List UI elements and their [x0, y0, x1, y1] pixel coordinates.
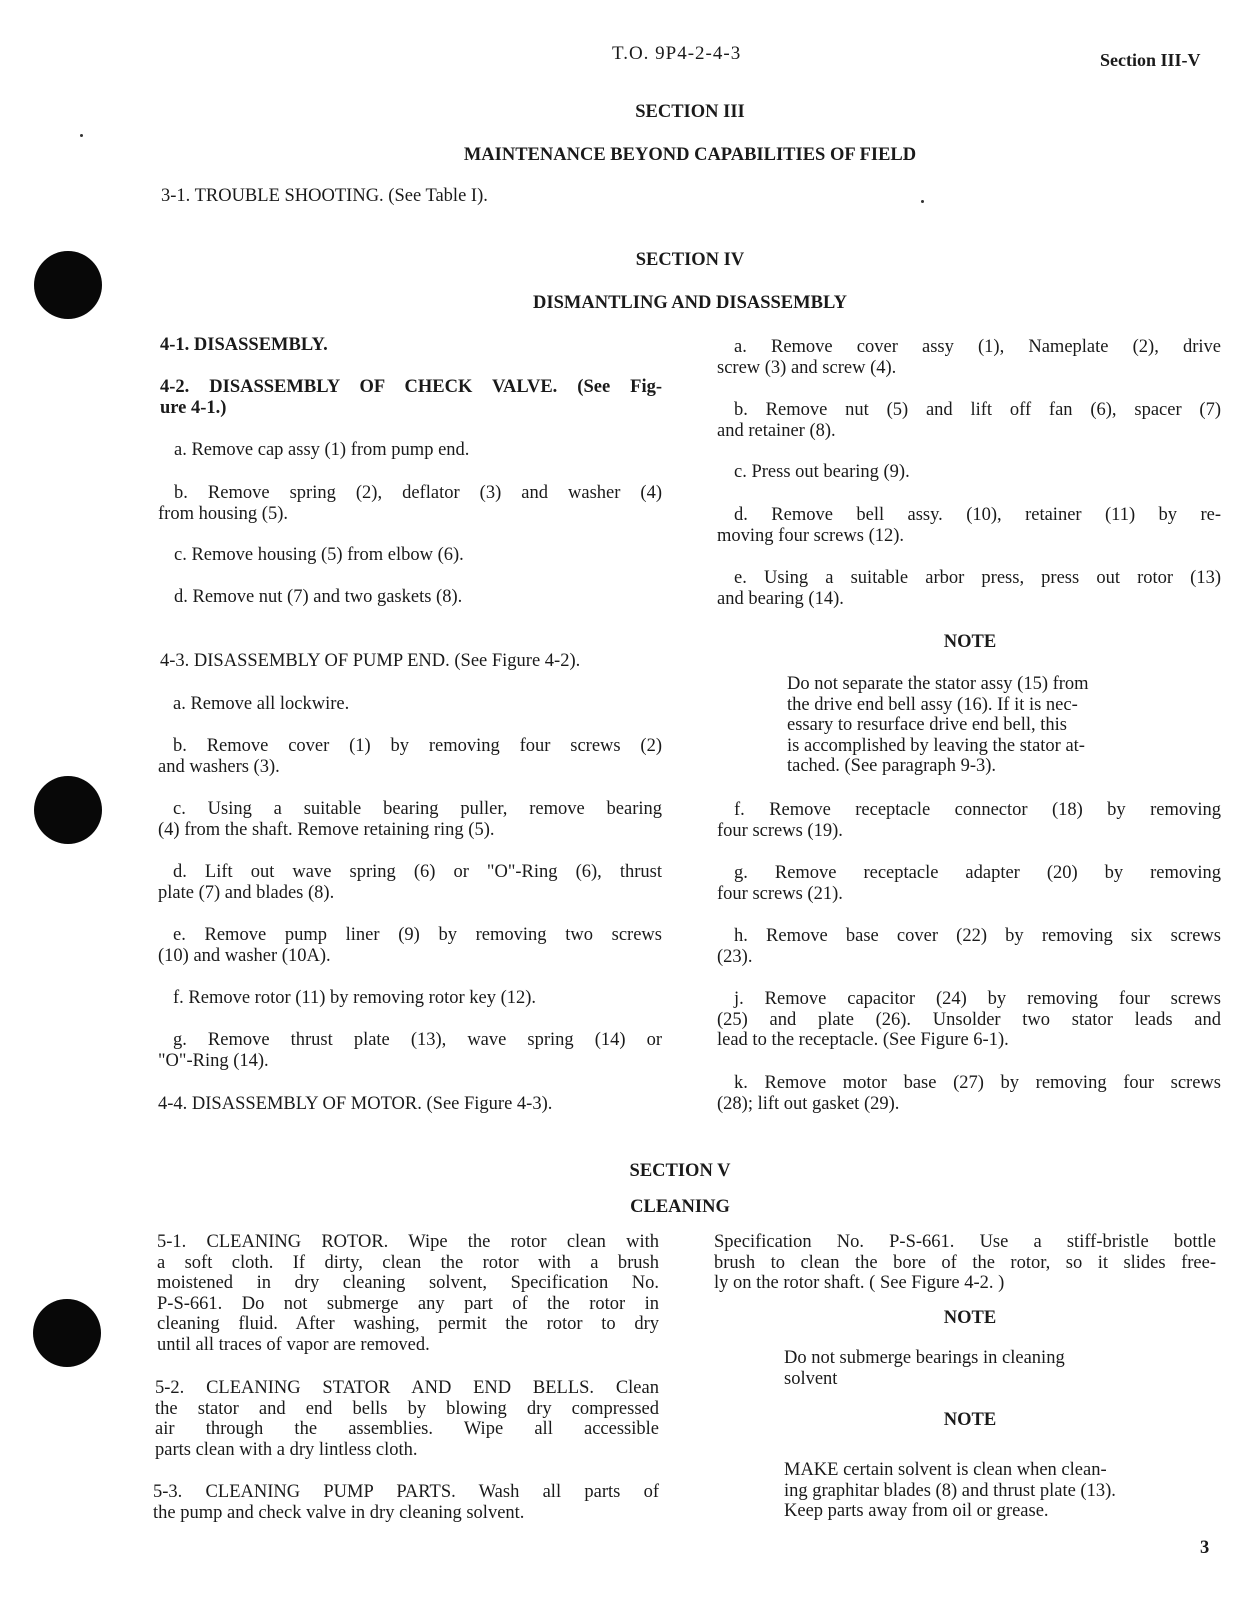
step-4-3-b: b. Remove cover (1) by removing four screws (2) and washers (3).	[158, 736, 662, 777]
note-2-title: NOTE	[943, 1410, 997, 1430]
step-4-4-d: d. Remove bell assy. (10), retainer (11) by re- moving four screws (12).	[717, 505, 1221, 546]
step-4-4-j: j. Remove capacitor (24) by removing four screws (25) and plate (26). Unsolder two stator leads and lead to the receptacle. (See Figure 6-1).	[717, 989, 1221, 1050]
paragraph-3-1: 3-1. TROUBLE SHOOTING. (See Table I).	[161, 186, 488, 206]
step-4-3-f: f. Remove rotor (11) by removing rotor key (12).	[173, 988, 537, 1008]
step-4-4-f: f. Remove receptacle connector (18) by removing four screws (19).	[717, 800, 1221, 841]
step-4-4-c: c. Press out bearing (9).	[734, 462, 910, 482]
speck	[80, 134, 83, 137]
paragraph-5-2: 5-2. CLEANING STATOR AND END BELLS. Clean the stator and end bells by blowing dry compressed air through the assemblies. Wipe all accessible parts clean with a dry lintless cloth.	[155, 1378, 659, 1460]
note-2-body: MAKE certain solvent is clean when clean- ing graphitar blades (8) and thrust plate (13). Keep parts away from oil or grease.	[784, 1460, 1116, 1521]
section-3-subtitle: MAINTENANCE BEYOND CAPABILITIES OF FIELD	[463, 145, 917, 165]
paragraph-4-1: 4-1. DISASSEMBLY.	[160, 335, 328, 355]
binder-hole-middle	[34, 776, 102, 844]
section-5-title: SECTION V	[629, 1161, 731, 1181]
section-reference: Section III-V	[1100, 50, 1201, 70]
step-4-2-b: b. Remove spring (2), deflator (3) and washer (4) from housing (5).	[158, 483, 662, 524]
step-4-4-h: h. Remove base cover (22) by removing six screws (23).	[717, 926, 1221, 967]
step-4-2-c: c. Remove housing (5) from elbow (6).	[174, 545, 464, 565]
paragraph-4-2: 4-2. DISASSEMBLY OF CHECK VALVE. (See Fig- ure 4-1.)	[160, 377, 662, 418]
step-4-2-d: d. Remove nut (7) and two gaskets (8).	[174, 587, 463, 607]
step-4-4-a: a. Remove cover assy (1), Nameplate (2), drive screw (3) and screw (4).	[717, 337, 1221, 378]
note-1-body: Do not submerge bearings in cleaning solvent	[784, 1348, 1065, 1389]
step-4-4-k: k. Remove motor base (27) by removing four screws (28); lift out gasket (29).	[717, 1073, 1221, 1114]
step-4-2-a: a. Remove cap assy (1) from pump end.	[174, 440, 470, 460]
paragraph-5-3: 5-3. CLEANING PUMP PARTS. Wash all parts of the pump and check valve in dry cleaning solvent.	[153, 1482, 659, 1523]
step-4-3-d: d. Lift out wave spring (6) or "O"-Ring (6), thrust plate (7) and blades (8).	[158, 862, 662, 903]
section-3-title: SECTION III	[635, 102, 745, 122]
paragraph-4-4: 4-4. DISASSEMBLY OF MOTOR. (See Figure 4-3).	[158, 1094, 553, 1114]
doc-number: T.O. 9P4-2-4-3	[612, 43, 742, 64]
note-title: NOTE	[943, 632, 997, 652]
speck	[921, 200, 924, 203]
binder-hole-top	[34, 251, 102, 319]
section-5-subtitle: CLEANING	[630, 1197, 730, 1217]
step-4-3-c: c. Using a suitable bearing puller, remove bearing (4) from the shaft. Remove retaining ring (5).	[158, 799, 662, 840]
page-number: 3	[1200, 1538, 1210, 1558]
paragraph-4-3: 4-3. DISASSEMBLY OF PUMP END. (See Figure 4-2).	[160, 651, 581, 671]
note-1-title: NOTE	[943, 1308, 997, 1328]
binder-hole-bottom	[33, 1299, 101, 1367]
step-4-4-g: g. Remove receptacle adapter (20) by removing four screws (21).	[717, 863, 1221, 904]
note-body: Do not separate the stator assy (15) from the drive end bell assy (16). If it is nec- essary to resurface drive end bell, this is accomplished by leaving the stator at- tached. (See paragraph 9-3).	[787, 674, 1089, 776]
paragraph-5-1: 5-1. CLEANING ROTOR. Wipe the rotor clean with a soft cloth. If dirty, clean the rotor with a brush moistened in dry cleaning solvent, Specification No. P-S-661. Do not submerge any part of the rotor in cleaning fluid. After washing, permit the rotor to dry until all traces of vapor are removed.	[157, 1232, 659, 1355]
paragraph-5-3-continued: Specification No. P-S-661. Use a stiff-bristle bottle brush to clean the bore of the rotor, so it slides free- ly on the rotor shaft. ( See Figure 4-2. )	[714, 1232, 1216, 1293]
step-4-4-e: e. Using a suitable arbor press, press out rotor (13) and bearing (14).	[717, 568, 1221, 609]
step-4-3-a: a. Remove all lockwire.	[173, 694, 350, 714]
step-4-3-g: g. Remove thrust plate (13), wave spring (14) or "O"-Ring (14).	[158, 1030, 662, 1071]
section-4-subtitle: DISMANTLING AND DISASSEMBLY	[533, 293, 847, 313]
step-4-4-b: b. Remove nut (5) and lift off fan (6), spacer (7) and retainer (8).	[717, 400, 1221, 441]
step-4-3-e: e. Remove pump liner (9) by removing two screws (10) and washer (10A).	[158, 925, 662, 966]
section-4-title: SECTION IV	[635, 250, 745, 270]
